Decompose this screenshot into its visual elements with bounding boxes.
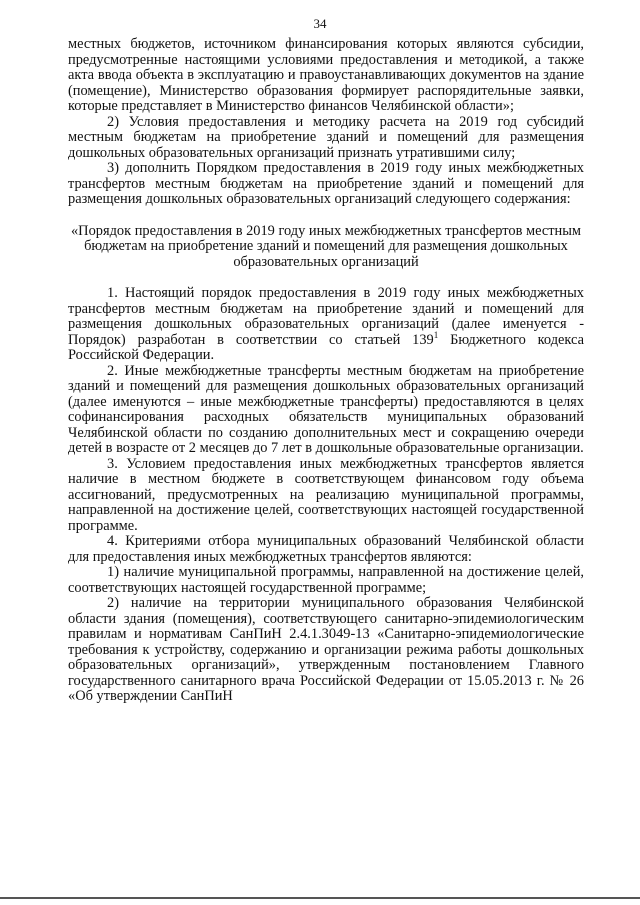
paragraph-item-2: 2) Условия предоставления и методику расчета на 2019 год субсидий местным бюджетам на приобретение зданий и помещений для размещения дошкольных образовательных организаций признать утратившими силу;: [68, 113, 584, 161]
clause-4-2: 2) наличие на территории муниципального образования Челябинской области здания (помещения), соответствующего санитарно-эпидемиологическим правилам и нормативам СанПиН 2.4.1.3049-13 «Санитарно-эпидемиологические требования к устройству, содержанию и организации режима работы дошкольных образовательных организаций», утвержденным постановлением Главного государственного санитарного врача Российской Федерации от 15.05.2013 г. № 26 «Об утверждении СанПиН: [68, 595, 584, 704]
clause-1-text-end: Бюджетного кодекса Российской Федерации.: [68, 331, 584, 363]
clause-1-text: 1. Настоящий порядок предоставления в 2019 году иных межбюджетных трансфертов местным бюджетам на приобретение зданий и помещений для размещения дошкольных образовательных организаций (далее именуется - Порядок) разработан в соответствии со статьей 139: [68, 285, 584, 348]
page-bottom-rule: [0, 897, 640, 899]
clause-1: [68, 286, 584, 364]
clause-3: 3. Условием предоставления иных межбюджетных трансфертов является наличие в местном бюджете в соответствующем финансовом году объема ассигнований, предусмотренных на реализацию муниципальной программы, направленной на достижение целей, соответствующих настоящей государственной программе.: [68, 455, 584, 534]
document-body: [68, 37, 584, 705]
section-heading: «Порядок предоставления в 2019 году иных межбюджетных трансфертов местным бюджетам на приобретение зданий и помещений для размещения дошкольных образовательных организаций: [70, 222, 581, 270]
paragraph-item-3: 3) дополнить Порядком предоставления в 2019 году иных межбюджетных трансфертов местным бюджетам на приобретение зданий и помещений для размещения дошкольных образовательных организаций следующего содержания:: [68, 160, 584, 207]
clause-4-1: 1) наличие муниципальной программы, направленной на достижение целей, соответствующих настоящей государственной программе;: [68, 564, 584, 596]
clause-4: 4. Критериями отбора муниципальных образований Челябинской области для предоставления иных межбюджетных трансфертов являются:: [68, 533, 584, 565]
paragraph-continuation: местных бюджетов, источником финансирования которых являются субсидии, предусмотренные настоящими условиями предоставления и методикой, а также акта ввода объекта в эксплуатацию и правоустанавливающих документов на здание (помещение), Министерство образования формирует распорядительные заявки, которые представляет в Министерство финансов Челябинской области»;: [68, 36, 584, 114]
clause-1-superscript: 1: [433, 329, 439, 340]
page-number: 34: [313, 16, 327, 31]
clause-2: 2. Иные межбюджетные трансферты местным бюджетам на приобретение зданий и помещений для размещения дошкольных образовательных организаций (далее именуются – иные межбюджетные трансферты) предоставляются в целях софинансирования расходных обязательств муниципальных образований Челябинской области по созданию дополнительных мест и сокращению очереди детей в возрасте от 2 месяцев до 7 лет в дошкольные образовательные организации.: [68, 362, 584, 456]
